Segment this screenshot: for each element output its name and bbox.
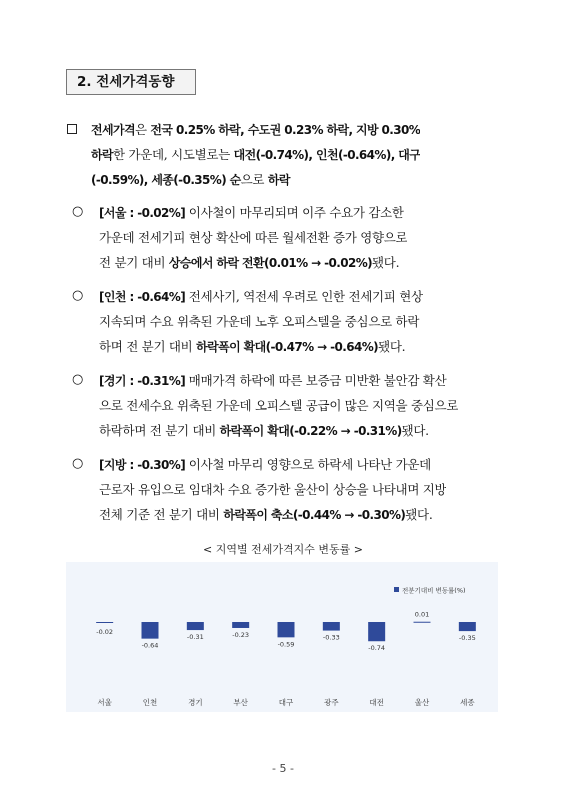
data-label-세종: -0.35 — [458, 634, 476, 643]
bullet-highlight-values: (-0.47% → -0.64%) — [265, 340, 379, 354]
region-tag: [경기 : -0.31%] — [99, 374, 186, 388]
data-label-인천: -0.64 — [141, 641, 159, 650]
bullet-line — [99, 477, 446, 502]
bullet-line — [99, 309, 423, 334]
legend-label: 전분기대비 변동률(%) — [402, 586, 466, 595]
bullet-line — [99, 334, 423, 359]
regional-jeonse-bar-chart — [66, 562, 498, 712]
legend-swatch — [394, 587, 399, 592]
bullet-line — [99, 418, 458, 443]
region-tag: [서울 : -0.02%] — [99, 206, 186, 220]
data-label-대전: -0.74 — [368, 644, 386, 653]
category-label-울산: 울산 — [414, 698, 430, 707]
bar-부산 — [232, 622, 249, 628]
bullet-text: 전 분기 대비 — [99, 255, 169, 270]
summary-highlight: 하락 — [267, 173, 290, 187]
category-label-부산: 부산 — [233, 698, 248, 707]
bullet-text: 이사철 마무리 영향으로 하락세 나타난 가운데 — [185, 457, 431, 472]
region-tag: [인천 : -0.64%] — [99, 290, 186, 304]
bullet-text: 전체 기준 전 분기 대비 — [99, 507, 224, 522]
bar-서울 — [96, 622, 113, 623]
page-number: - 5 - — [272, 762, 294, 775]
summary-highlight: 대전(-0.74%), 인천(-0.64%), 대구 — [233, 148, 421, 162]
data-label-부산: -0.23 — [232, 630, 250, 639]
category-label-인천: 인천 — [142, 698, 158, 707]
bullet-text: 하며 전 분기 대비 — [99, 339, 197, 354]
bullet-paragraph-seoul — [99, 200, 407, 275]
data-label-광주: -0.33 — [322, 633, 340, 642]
section-title: 2. 전세가격동향 — [66, 69, 196, 95]
bullet-line — [99, 250, 407, 275]
square-bullet-icon — [67, 124, 77, 134]
bullet-line — [99, 452, 446, 477]
bullet-highlight: 상승에서 하락 전환 — [168, 256, 264, 270]
bullet-line — [99, 368, 458, 393]
bullet-paragraph-incheon — [99, 284, 423, 359]
bar-인천 — [142, 622, 159, 639]
summary-text: 한 가운데, 시도별로는 — [112, 147, 234, 162]
bullet-line — [99, 284, 423, 309]
bullet-text: 이사철이 마무리되며 이주 수요가 감소한 — [185, 205, 404, 220]
bullet-text: 가운데 전세기피 현상 확산에 따른 월세전환 증가 영향으로 — [99, 230, 408, 245]
data-label-대구: -0.59 — [277, 640, 295, 649]
data-label-울산: 0.01 — [414, 610, 430, 619]
summary-line-1 — [91, 117, 420, 142]
summary-text: 은 — [134, 122, 151, 137]
category-label-광주: 광주 — [324, 698, 339, 707]
bullet-highlight: 하락폭이 축소 — [223, 508, 293, 522]
bar-대전 — [368, 622, 385, 641]
summary-term: 전세가격 — [91, 123, 135, 137]
summary-paragraph — [91, 117, 420, 192]
bullet-paragraph-gyeonggi — [99, 368, 458, 443]
bullet-text: 하락하며 전 분기 대비 — [99, 423, 220, 438]
bullet-line — [99, 393, 458, 418]
category-label-대전: 대전 — [369, 698, 384, 707]
circle-bullet-icon: ○ — [72, 372, 84, 387]
bullet-paragraph-jibang — [99, 452, 446, 527]
bar-울산 — [414, 622, 431, 623]
category-label-세종: 세종 — [460, 698, 475, 707]
summary-line-2 — [91, 142, 420, 167]
summary-highlight: 하락 — [91, 148, 113, 162]
bullet-text: 됐다. — [372, 255, 400, 270]
bullet-highlight: 하락폭이 확대 — [196, 340, 266, 354]
bullet-text: 됐다. — [405, 507, 433, 522]
bar-세종 — [459, 622, 476, 631]
category-label-서울: 서울 — [97, 698, 112, 707]
data-label-경기: -0.31 — [186, 633, 204, 642]
bullet-highlight-values: (-0.22% → -0.31%) — [289, 424, 402, 438]
bullet-text: 근로자 유입으로 임대차 수요 증가한 울산이 상승을 나타내며 지방 — [99, 482, 447, 497]
circle-bullet-icon: ○ — [72, 204, 84, 219]
summary-text: 으로 — [240, 172, 268, 187]
bullet-text: 으로 전세수요 위축된 가운데 오피스텔 공급이 많은 지역을 중심으로 — [99, 398, 459, 413]
region-tag: [지방 : -0.30%] — [99, 458, 186, 472]
category-label-경기: 경기 — [188, 698, 203, 707]
bullet-text: 전세사기, 역전세 우려로 인한 전세기피 현상 — [185, 289, 423, 304]
summary-highlight: 전국 0.25% 하락, 수도권 0.23% 하락, 지방 0.30% — [150, 123, 421, 137]
summary-highlight: (-0.59%), 세종(-0.35%) 순 — [91, 173, 241, 187]
category-label-대구: 대구 — [278, 698, 294, 707]
bar-대구 — [278, 622, 295, 637]
circle-bullet-icon: ○ — [72, 456, 84, 471]
bullet-highlight-values: (0.01% → -0.02%) — [264, 256, 373, 270]
circle-bullet-icon: ○ — [72, 288, 84, 303]
summary-line-3 — [91, 167, 420, 192]
bullet-highlight: 하락폭이 확대 — [219, 424, 290, 438]
chart-caption: < 지역별 전세가격지수 변동률 > — [203, 543, 363, 556]
bullet-highlight-values: (-0.44% → -0.30%) — [292, 508, 406, 522]
bullet-text: 매매가격 하락에 따른 보증금 미반환 불안감 확산 — [185, 373, 447, 388]
bullet-text: 됐다. — [378, 339, 406, 354]
bar-경기 — [187, 622, 204, 630]
bullet-text: 됐다. — [401, 423, 429, 438]
bullet-text: 지속되며 수요 위축된 가운데 노후 오피스텔을 중심으로 하락 — [99, 314, 420, 329]
bar-광주 — [323, 622, 340, 631]
data-label-서울: -0.02 — [96, 628, 114, 636]
bullet-line — [99, 502, 446, 527]
bullet-line — [99, 200, 407, 225]
bullet-line — [99, 225, 407, 250]
